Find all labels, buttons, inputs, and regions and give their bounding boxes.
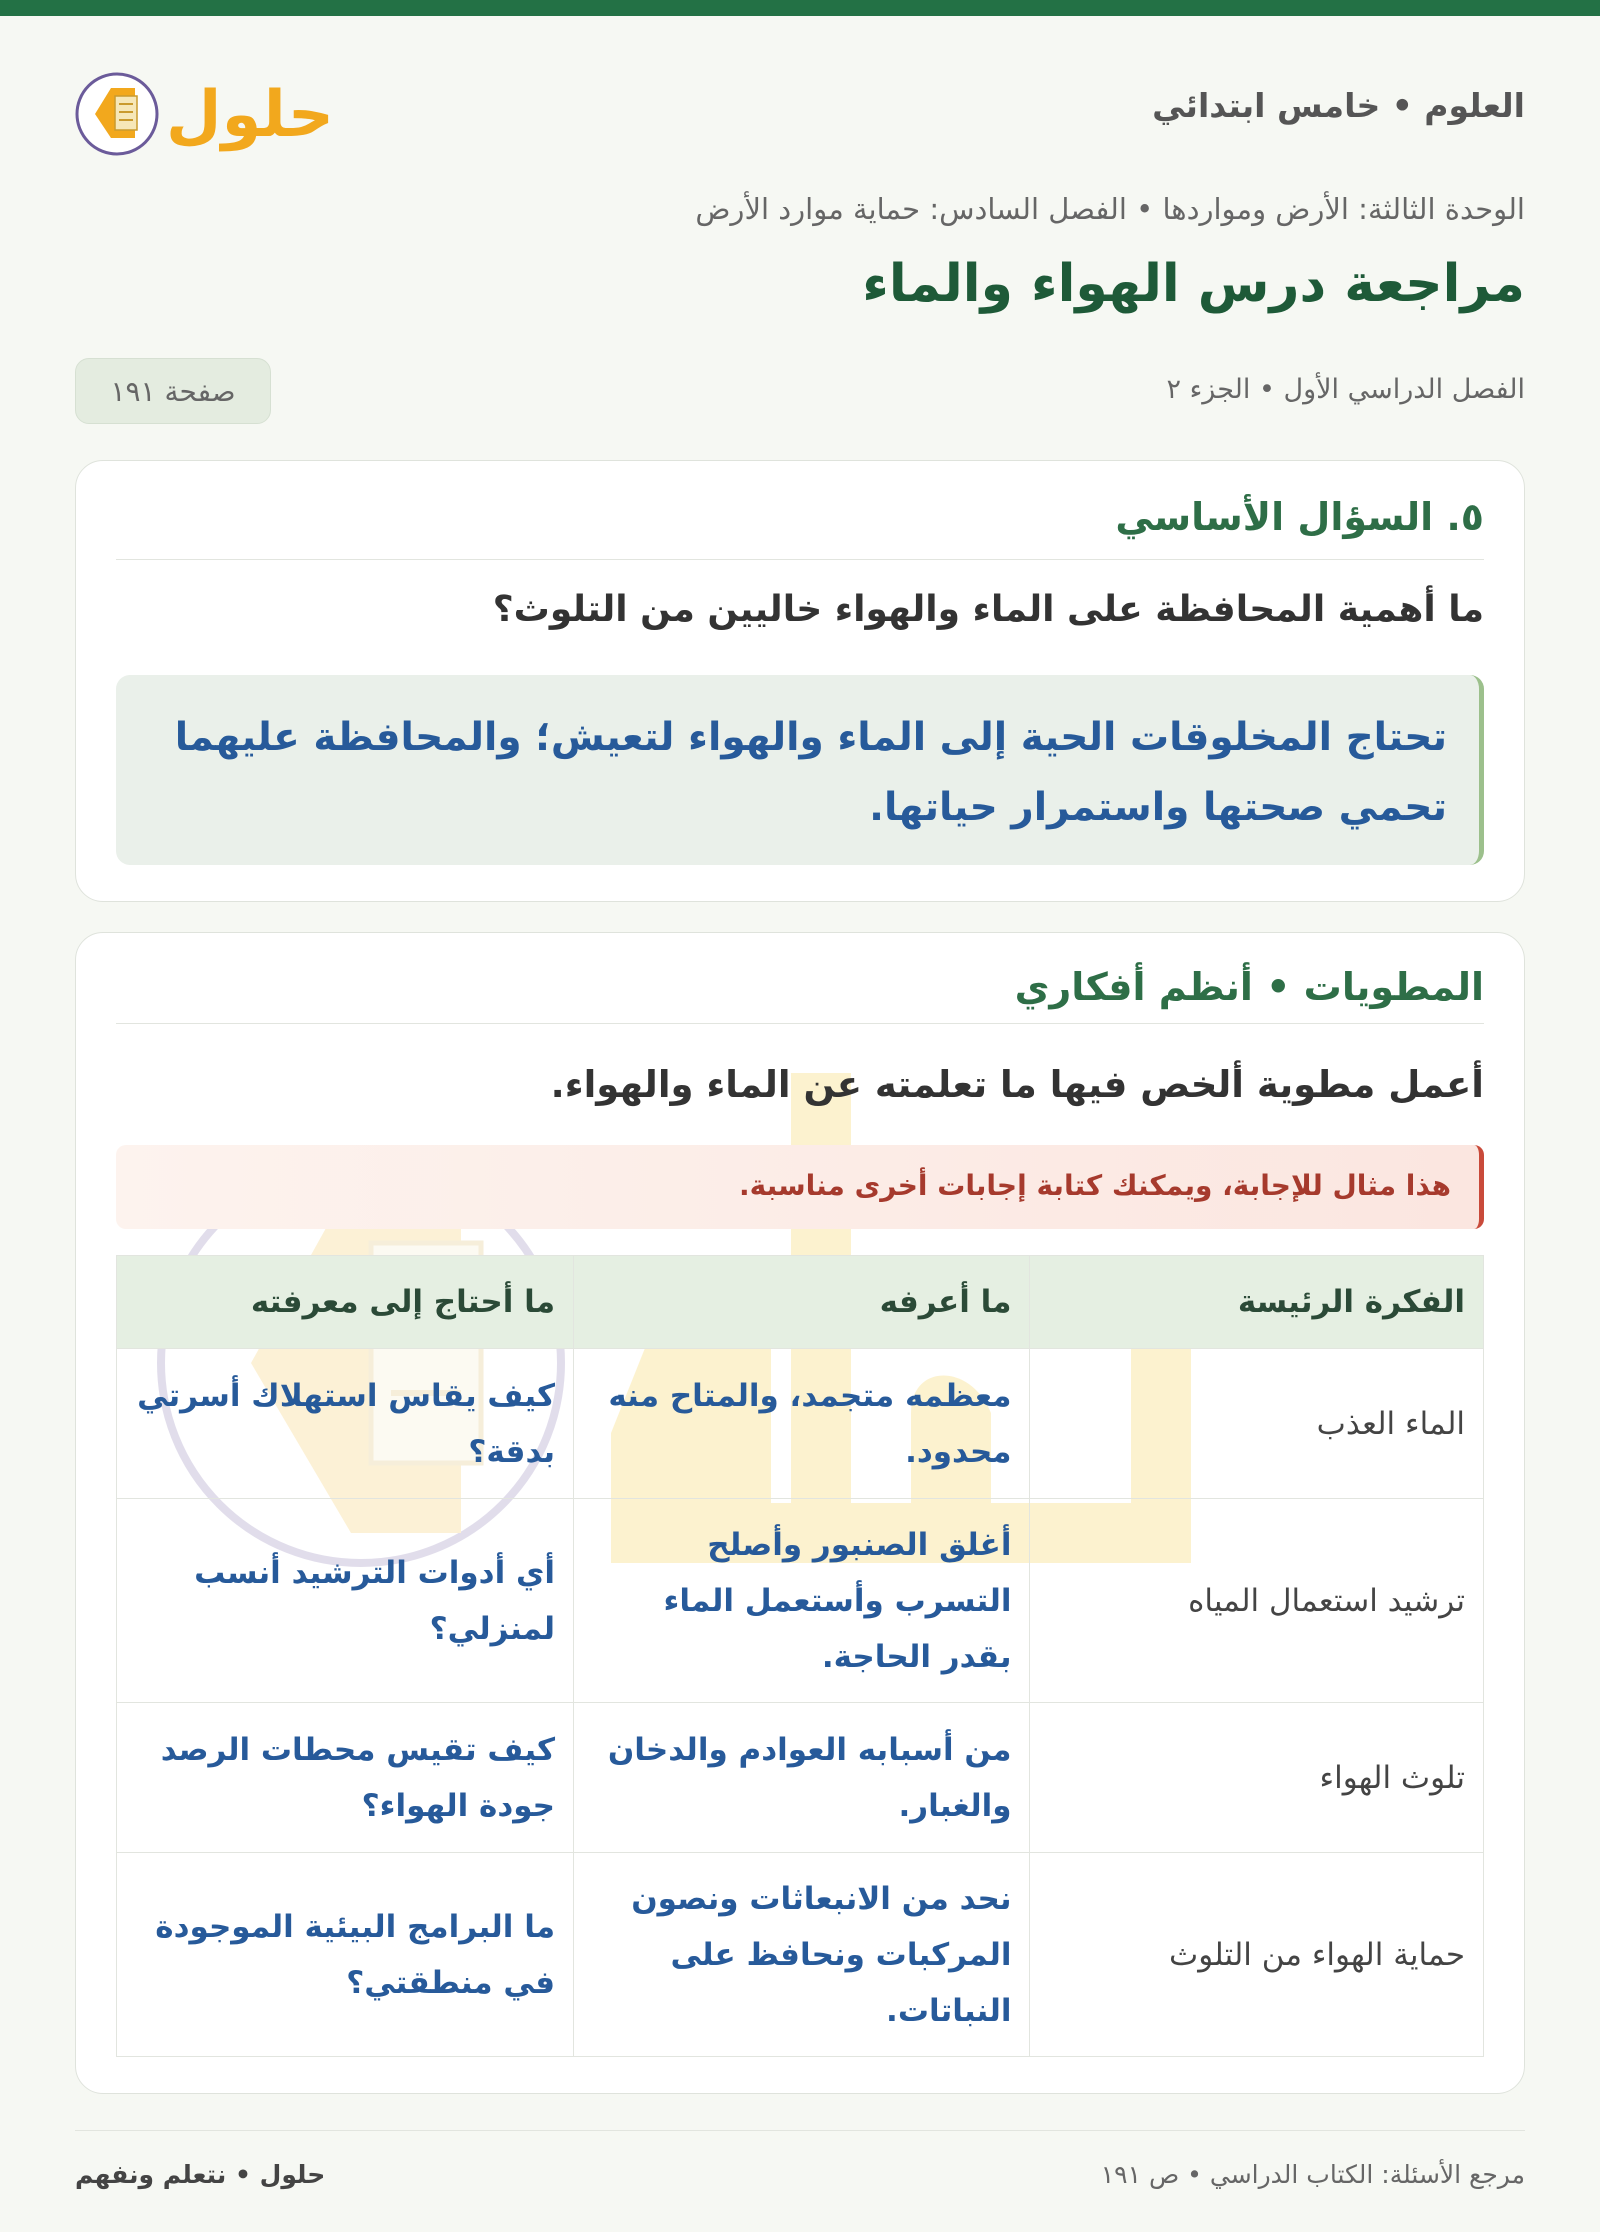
foldables-card	[75, 932, 1525, 2094]
footer-divider	[75, 2130, 1525, 2131]
unit-breadcrumb: الوحدة الثالثة: الأرض ومواردها • الفصل السادس: حماية موارد الأرض	[695, 192, 1525, 226]
footer-brand[interactable]: حلول • نتعلم ونفهم	[75, 2160, 326, 2189]
section-heading: ٥. السؤال الأساسي	[1115, 495, 1484, 539]
table-row	[117, 1703, 1484, 1853]
foldable-table	[116, 1255, 1484, 2057]
table-row	[117, 1499, 1484, 1703]
section-header	[116, 963, 1484, 1024]
need-cell: كيف تقيس محطات الرصد جودة الهواء؟	[117, 1703, 574, 1853]
table-row	[117, 1853, 1484, 2057]
idea-cell: حماية الهواء من التلوث	[1030, 1853, 1484, 2057]
page-number-badge: صفحة ١٩١	[75, 358, 271, 424]
footer-reference: مرجع الأسئلة: الكتاب الدراسي • ص ١٩١	[1100, 2160, 1525, 2189]
semester-label: الفصل الدراسي الأول • الجزء ٢	[1166, 374, 1525, 405]
column-header: ما أحتاج إلى معرفته	[117, 1256, 574, 1349]
column-header: ما أعرفه	[574, 1256, 1030, 1349]
need-cell: ما البرامج البيئية الموجودة في منطقتي؟	[117, 1853, 574, 2057]
section-heading: المطويات • أنظم أفكاري	[1014, 965, 1484, 1009]
table-header-row	[117, 1256, 1484, 1349]
know-cell: نحد من الانبعاثات ونصون المركبات ونحافظ على النباتات.	[574, 1853, 1030, 2057]
page-header	[75, 66, 1525, 186]
example-note	[116, 1145, 1484, 1229]
idea-cell: ترشيد استعمال المياه	[1030, 1499, 1484, 1703]
essential-question-card	[75, 460, 1525, 902]
know-cell: من أسبابه العوادم والدخان والغبار.	[574, 1703, 1030, 1853]
answer-box	[116, 675, 1484, 865]
svg-text:حلول: حلول	[166, 78, 334, 152]
idea-cell: الماء العذب	[1030, 1349, 1484, 1499]
column-header: الفكرة الرئيسة	[1030, 1256, 1484, 1349]
answer-line: تحمي صحتها واستمرار حياتها.	[869, 785, 1447, 830]
logo-icon	[75, 66, 335, 166]
answer-text	[148, 703, 1447, 843]
section-header	[116, 491, 1484, 560]
answer-line: تحتاج المخلوقات الحية إلى الماء والهواء لتعيش؛ والمحافظة عليهما	[174, 715, 1447, 760]
question-text: ما أهمية المحافظة على الماء والهواء خاليين من التلوث؟	[492, 589, 1484, 630]
know-cell: معظمه متجمد، والمتاح منه محدود.	[574, 1349, 1030, 1499]
know-cell: أغلق الصنبور وأصلح التسرب وأستعمل الماء بقدر الحاجة.	[574, 1499, 1030, 1703]
need-cell: أي أدوات الترشيد أنسب لمنزلي؟	[117, 1499, 574, 1703]
brand-logo[interactable]	[75, 66, 335, 166]
idea-cell: تلوث الهواء	[1030, 1703, 1484, 1853]
task-instruction: أعمل مطوية ألخص فيها ما تعلمته عن الماء والهواء.	[550, 1063, 1484, 1106]
need-cell: كيف يقاس استهلاك أسرتي بدقة؟	[117, 1349, 574, 1499]
table-row	[117, 1349, 1484, 1499]
subject-title: العلوم • خامس ابتدائي	[1152, 86, 1525, 125]
page-title: مراجعة درس الهواء والماء	[862, 254, 1525, 314]
note-text: هذا مثال للإجابة، ويمكنك كتابة إجابات أخرى مناسبة.	[739, 1169, 1451, 1202]
top-accent-bar	[0, 0, 1600, 16]
